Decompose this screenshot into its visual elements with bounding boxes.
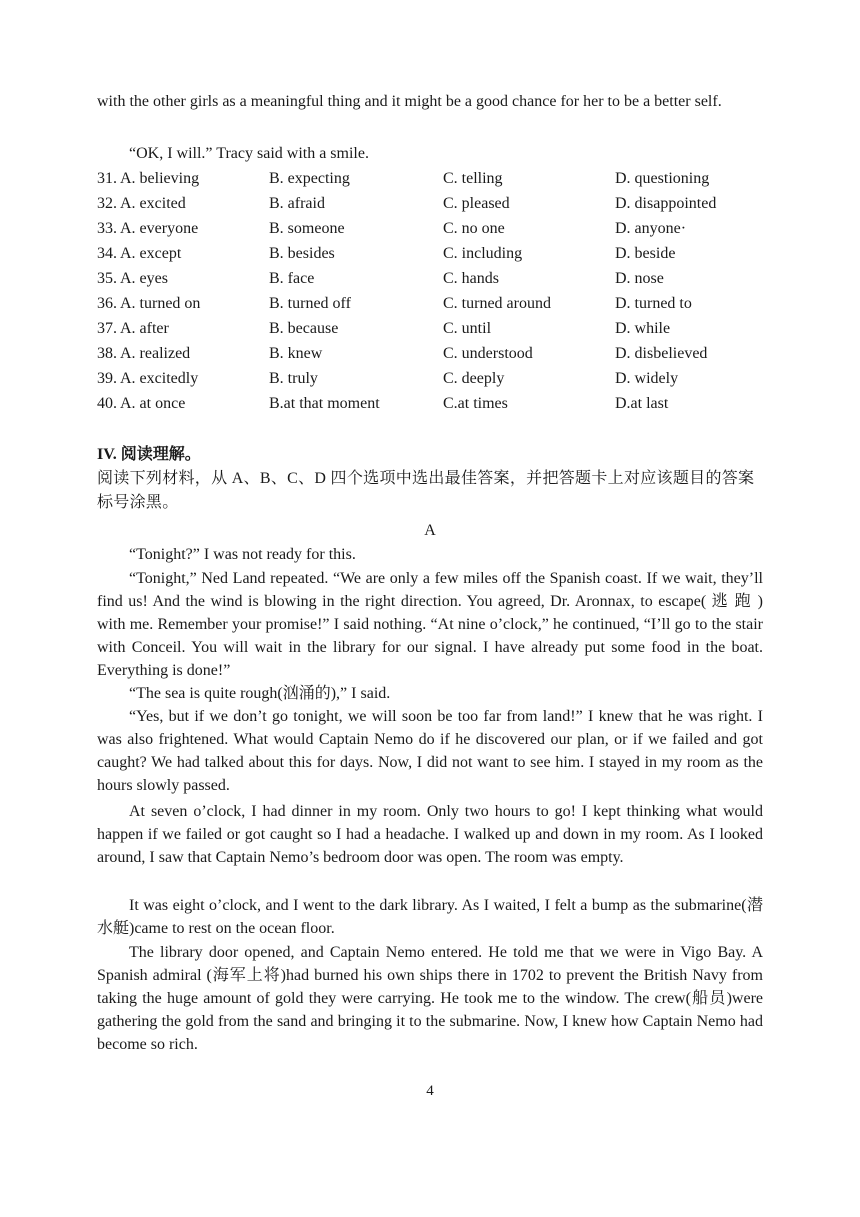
option-c: C. turned around <box>443 295 551 312</box>
passage-label: A <box>424 522 436 539</box>
passage-paragraph: “Tonight,” Ned Land repeated. “We are only a few miles off the Spanish coast. If we wait, they’ll find us! And the wind is blowing in the right direction. You agreed, Dr. Aronnax, to escape( 逃 跑 ) with me. Remember your promise!” I said nothing. “At nine o’clock,” he continued, “I’ll go to the stair with Conceil. You will wait in the library for our signal. I have already put some food in the boat. Everything is done!” <box>97 570 763 679</box>
option-a: 36. A. turned on <box>97 295 201 312</box>
option-c: C.at times <box>443 395 508 412</box>
option-d: D. anyone· <box>615 220 687 237</box>
option-c: C. pleased <box>443 195 510 212</box>
option-d: D. nose <box>615 270 664 287</box>
option-row-39 <box>97 367 777 392</box>
option-b: B. because <box>269 320 339 337</box>
option-c: C. until <box>443 320 492 337</box>
option-b: B. expecting <box>269 170 350 187</box>
passage-paragraph: At seven o’clock, I had dinner in my room. Only two hours to go! I kept thinking what would happen if we failed or got caught so I had a headache. I walked up and down in my room. As I looked around, I saw that Captain Nemo’s bedroom door was open. The room was empty. <box>97 803 763 866</box>
option-row-34 <box>97 242 777 267</box>
option-b: B.at that moment <box>269 395 380 412</box>
section-instruction: 阅读下列材料，从 A、B、C、D 四个选项中选出最佳答案，并把答题卡上对应该题目的答案标号涂黑。 <box>97 470 755 511</box>
option-a: 35. A. eyes <box>97 270 168 287</box>
option-c: C. deeply <box>443 370 505 387</box>
option-row-36 <box>97 292 777 317</box>
section-title: IV. 阅读理解。 <box>97 446 201 463</box>
option-d: D.at last <box>615 395 669 412</box>
option-a: 33. A. everyone <box>97 220 199 237</box>
option-row-37 <box>97 317 777 342</box>
option-b: B. besides <box>269 245 335 262</box>
option-d: D. disappointed <box>615 195 717 212</box>
option-row-32 <box>97 192 777 217</box>
option-c: C. understood <box>443 345 533 362</box>
option-d: D. beside <box>615 245 676 262</box>
option-row-35 <box>97 267 777 292</box>
option-a: 34. A. except <box>97 245 182 262</box>
option-row-33 <box>97 217 777 242</box>
option-b: B. face <box>269 270 315 287</box>
option-a: 39. A. excitedly <box>97 370 199 387</box>
option-b: B. someone <box>269 220 345 237</box>
option-d: D. disbelieved <box>615 345 708 362</box>
option-d: D. turned to <box>615 295 692 312</box>
passage-paragraph: “Tonight?” I was not ready for this. <box>129 546 356 563</box>
passage-paragraph: “The sea is quite rough(汹涌的),” I said. <box>129 685 391 702</box>
option-row-38 <box>97 342 777 367</box>
answer-options-table <box>97 167 777 417</box>
option-b: B. afraid <box>269 195 325 212</box>
intro-line-1: with the other girls as a meaningful thing and it might be a good chance for her to be a better self. <box>97 93 722 110</box>
option-d: D. widely <box>615 370 679 387</box>
option-b: B. truly <box>269 370 318 387</box>
intro-line-2: “OK, I will.” Tracy said with a smile. <box>129 145 369 162</box>
option-a: 40. A. at once <box>97 395 186 412</box>
option-c: C. telling <box>443 170 503 187</box>
option-row-31 <box>97 167 777 192</box>
option-a: 37. A. after <box>97 320 169 337</box>
option-c: C. no one <box>443 220 505 237</box>
passage-paragraph: “Yes, but if we don’t go tonight, we will soon be too far from land!” I knew that he was right. I was also frightened. What would Captain Nemo do if he discovered our plan, or if we failed and got caught? We had talked about this for days. Now, I did not want to see him. I stayed in my room as the hours slowly passed. <box>97 708 763 794</box>
option-c: C. including <box>443 245 523 262</box>
option-b: B. turned off <box>269 295 351 312</box>
passage-paragraph: It was eight o’clock, and I went to the dark library. As I waited, I felt a bump as the submarine(潜水艇)came to rest on the ocean floor. <box>97 897 763 937</box>
option-row-40 <box>97 392 777 417</box>
option-d: D. while <box>615 320 671 337</box>
option-d: D. questioning <box>615 170 710 187</box>
option-c: C. hands <box>443 270 499 287</box>
passage-paragraph: The library door opened, and Captain Nemo entered. He told me that we were in Vigo Bay. A Spanish admiral (海军上将)had burned his own ships there in 1702 to prevent the British Navy from taking the huge amount of gold they were carrying. He took me to the window. The crew(船员)were gathering the gold from the sand and bringing it to the submarine. Now, I knew how Captain Nemo had become so rich. <box>97 944 763 1053</box>
page-number: 4 <box>426 1083 434 1099</box>
option-a: 32. A. excited <box>97 195 186 212</box>
option-a: 31. A. believing <box>97 170 200 187</box>
option-b: B. knew <box>269 345 323 362</box>
option-a: 38. A. realized <box>97 345 191 362</box>
